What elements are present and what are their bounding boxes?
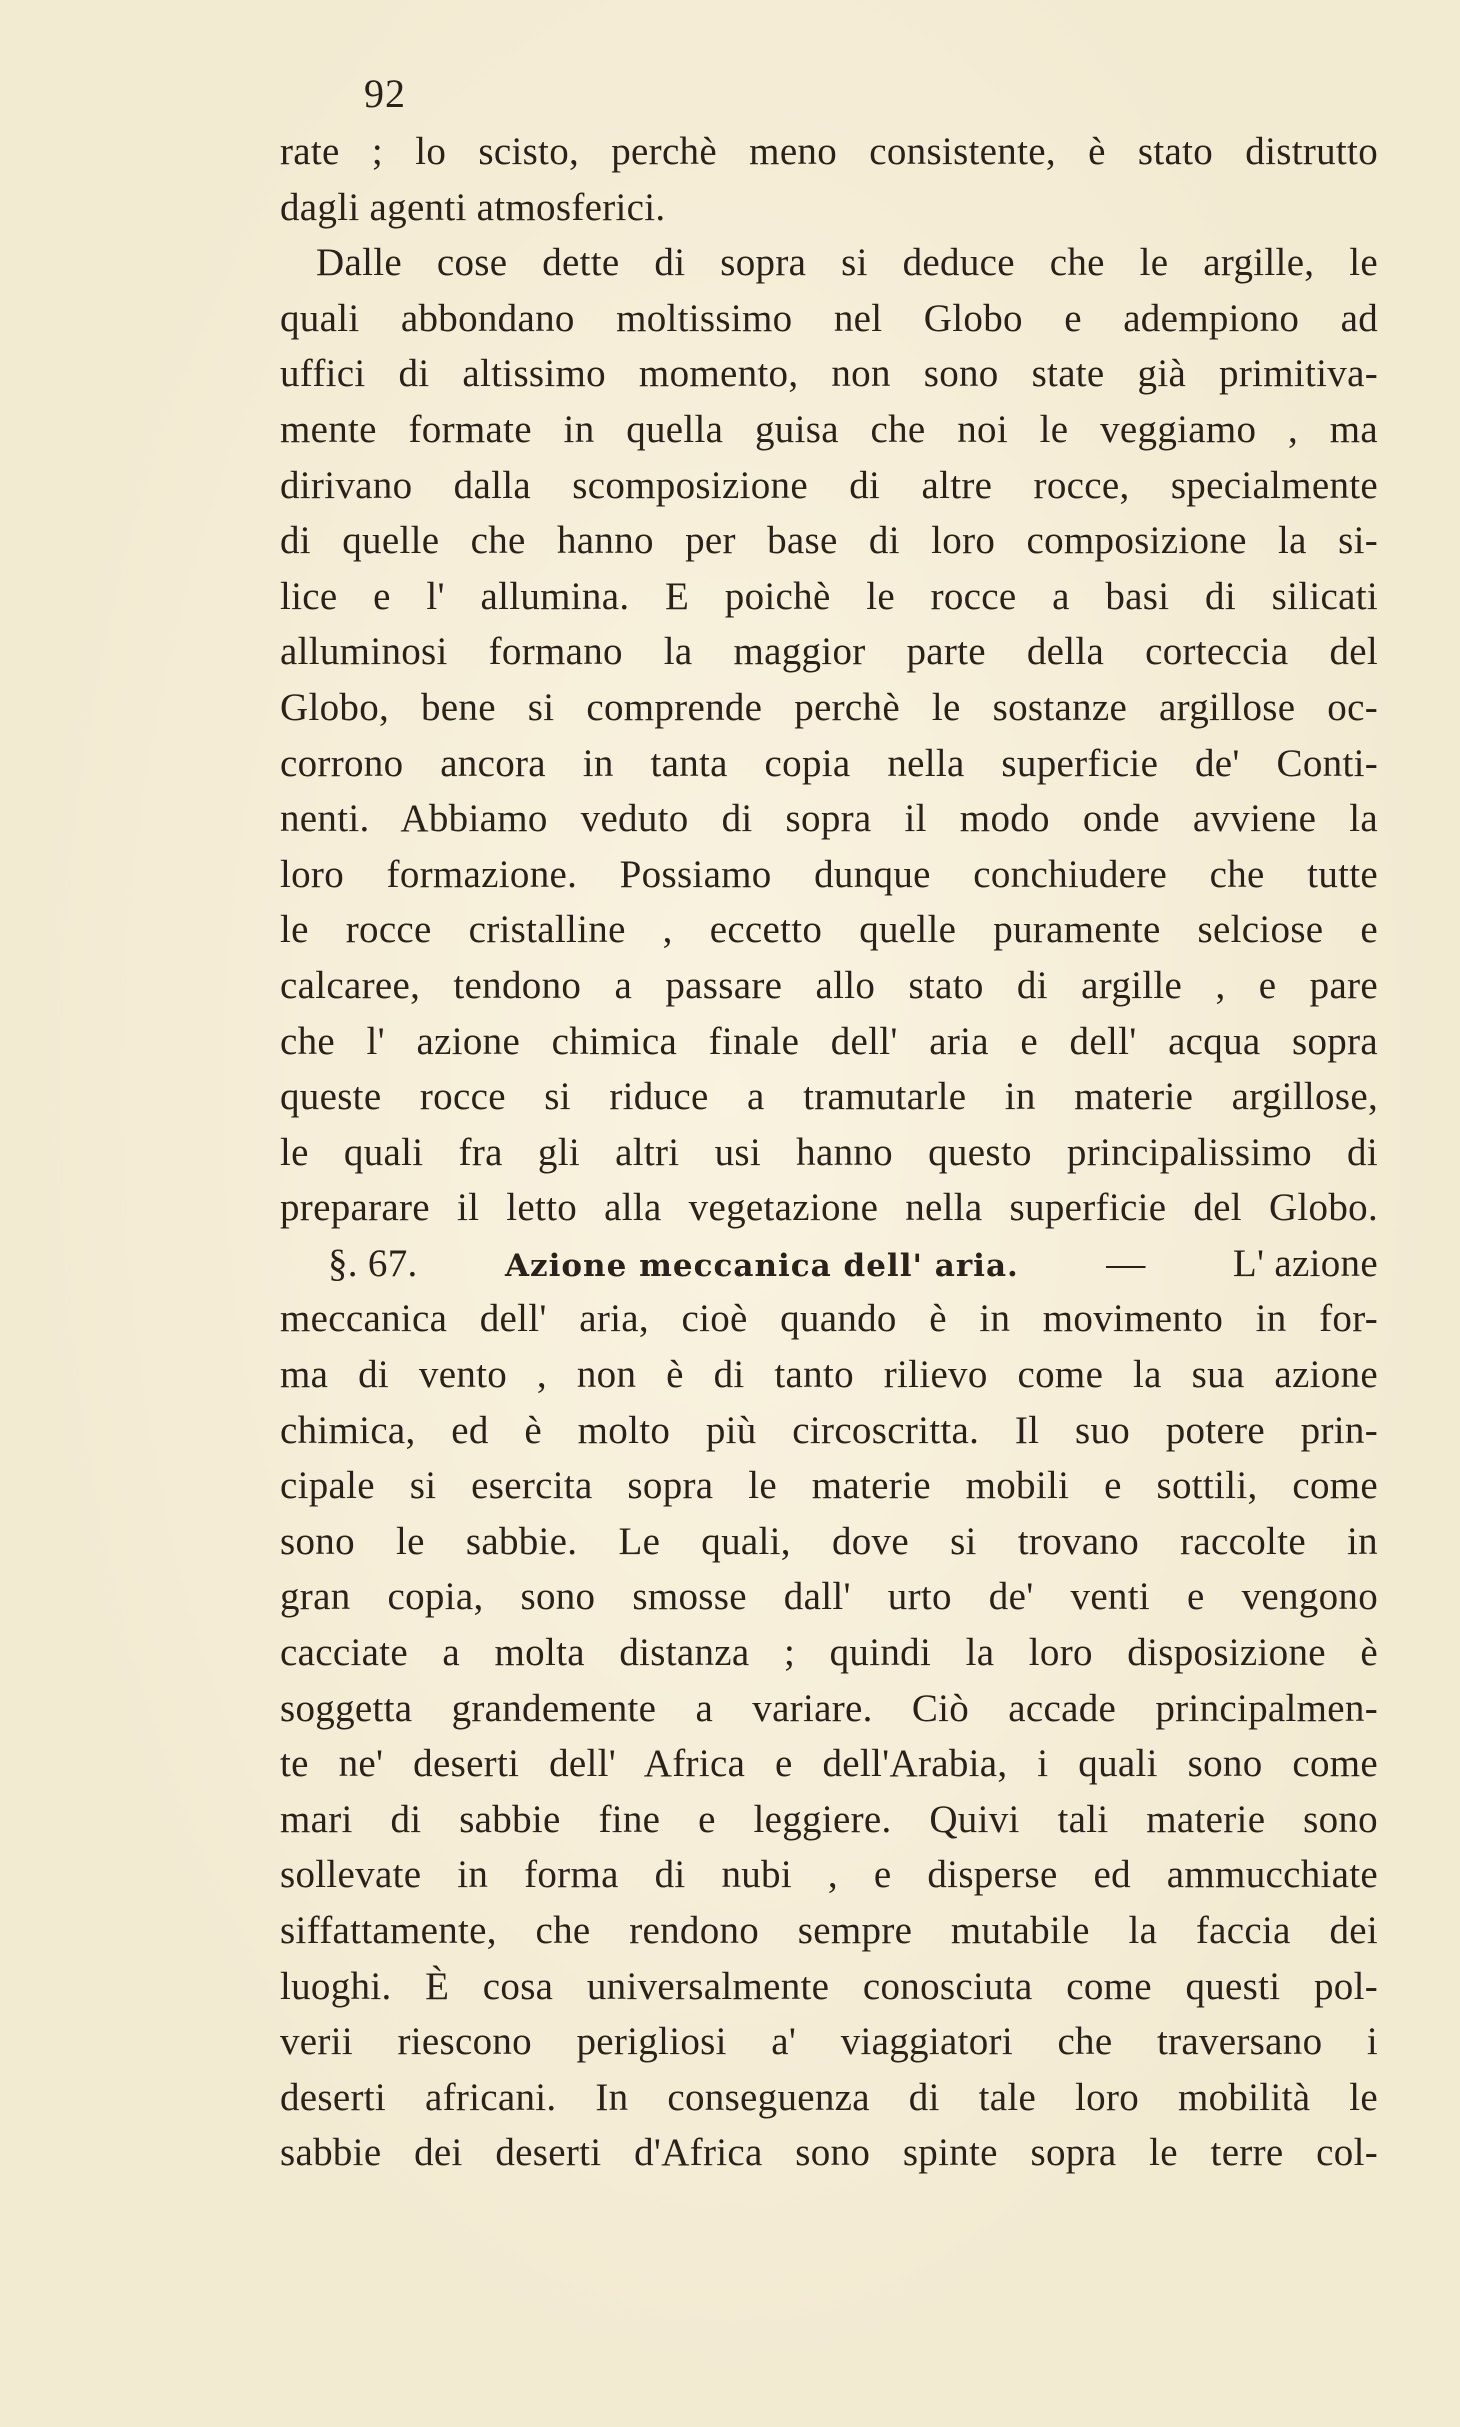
text-line: di quelle che hanno per base di loro composizione la si-: [280, 519, 1378, 563]
section-heading-line: [280, 1236, 1378, 1292]
heading-dash: —: [1106, 1241, 1146, 1285]
text-line: alluminosi formano la maggior parte della corteccia del: [280, 630, 1378, 674]
text-line: uffici di altissimo momento, non sono state già primitiva-: [280, 352, 1378, 396]
text-line: sollevate in forma di nubi , e disperse ed ammucchiate: [280, 1853, 1378, 1897]
text-line: lice e l' allumina. E poichè le rocce a basi di silicati: [280, 574, 1378, 618]
text-line: chimica, ed è molto più circoscritta. Il suo potere prin-: [280, 1408, 1378, 1452]
text-line: luoghi. È cosa universalmente conosciuta come questi pol-: [280, 1964, 1378, 2008]
text-line: corrono ancora in tanta copia nella superficie de' Conti-: [280, 741, 1378, 785]
paragraph-continuation: [280, 124, 1378, 235]
text-line: dirivano dalla scomposizione di altre rocce, specialmente: [280, 463, 1378, 507]
text-line: gran copia, sono smosse dall' urto de' venti e vengono: [280, 1575, 1378, 1619]
text-line: dagli agenti atmosferici.: [280, 185, 666, 229]
text-line: mente formate in quella guisa che noi le veggiamo , ma: [280, 407, 1378, 451]
text-line: cacciate a molta distanza ; quindi la loro disposizione è: [280, 1631, 1378, 1675]
text-line: meccanica dell' aria, cioè quando è in movimento in for-: [280, 1297, 1378, 1341]
text-line: le quali fra gli altri usi hanno questo principalissimo di: [280, 1130, 1378, 1174]
body-text: [280, 124, 1378, 2181]
text-line: siffattamente, che rendono sempre mutabile la faccia dei: [280, 1909, 1378, 1952]
section-number: §. 67.: [328, 1241, 418, 1285]
text-line: preparare il letto alla vegetazione nella superficie del Globo.: [280, 1186, 1378, 1230]
text-line: mari di sabbie fine e leggiere. Quivi tali materie sono: [280, 1797, 1378, 1841]
section-67: [280, 1236, 1378, 2181]
text-line: le rocce cristalline , eccetto quelle puramente selciose e: [280, 908, 1378, 952]
text-line: rate ; lo scisto, perchè meno consistente, è stato distrutto: [280, 130, 1378, 173]
text-line: queste rocce si riduce a tramutarle in materie argillose,: [280, 1075, 1378, 1119]
section-heading: Azione meccanica dell' aria.: [504, 1247, 1019, 1284]
paragraph-argille: [280, 235, 1378, 1236]
text-line: ma di vento , non è di tanto rilievo come la sua azione: [280, 1353, 1378, 1397]
text-line-start: L' azione: [1232, 1241, 1378, 1285]
text-line: sabbie dei deserti d'Africa sono spinte sopra le terre col-: [280, 2131, 1378, 2175]
text-line: quali abbondano moltissimo nel Globo e adempiono ad: [280, 296, 1378, 340]
text-line: che l' azione chimica finale dell' aria e dell' acqua sopra: [280, 1019, 1378, 1063]
text-line: soggetta grandemente a variare. Ciò accade principalmen-: [280, 1686, 1378, 1730]
text-line: sono le sabbie. Le quali, dove si trovano raccolte in: [280, 1519, 1378, 1563]
text-line: Globo, bene si comprende perchè le sostanze argillose oc-: [280, 685, 1378, 729]
text-line: verii riescono perigliosi a' viaggiatori che traversano i: [280, 2020, 1378, 2064]
text-line: loro formazione. Possiamo dunque conchiudere che tutte: [280, 852, 1378, 896]
page-number: 92: [364, 71, 406, 116]
text-line: te ne' deserti dell' Africa e dell'Arabia, i quali sono come: [280, 1742, 1378, 1786]
text-line: Dalle cose dette di sopra si deduce che le argille, le: [316, 241, 1378, 285]
text-line: cipale si esercita sopra le materie mobili e sottili, come: [280, 1464, 1378, 1508]
text-line: deserti africani. In conseguenza di tale loro mobilità le: [280, 2075, 1378, 2119]
text-line: calcaree, tendono a passare allo stato di argille , e pare: [280, 963, 1378, 1007]
text-line: nenti. Abbiamo veduto di sopra il modo onde avviene la: [280, 797, 1378, 841]
